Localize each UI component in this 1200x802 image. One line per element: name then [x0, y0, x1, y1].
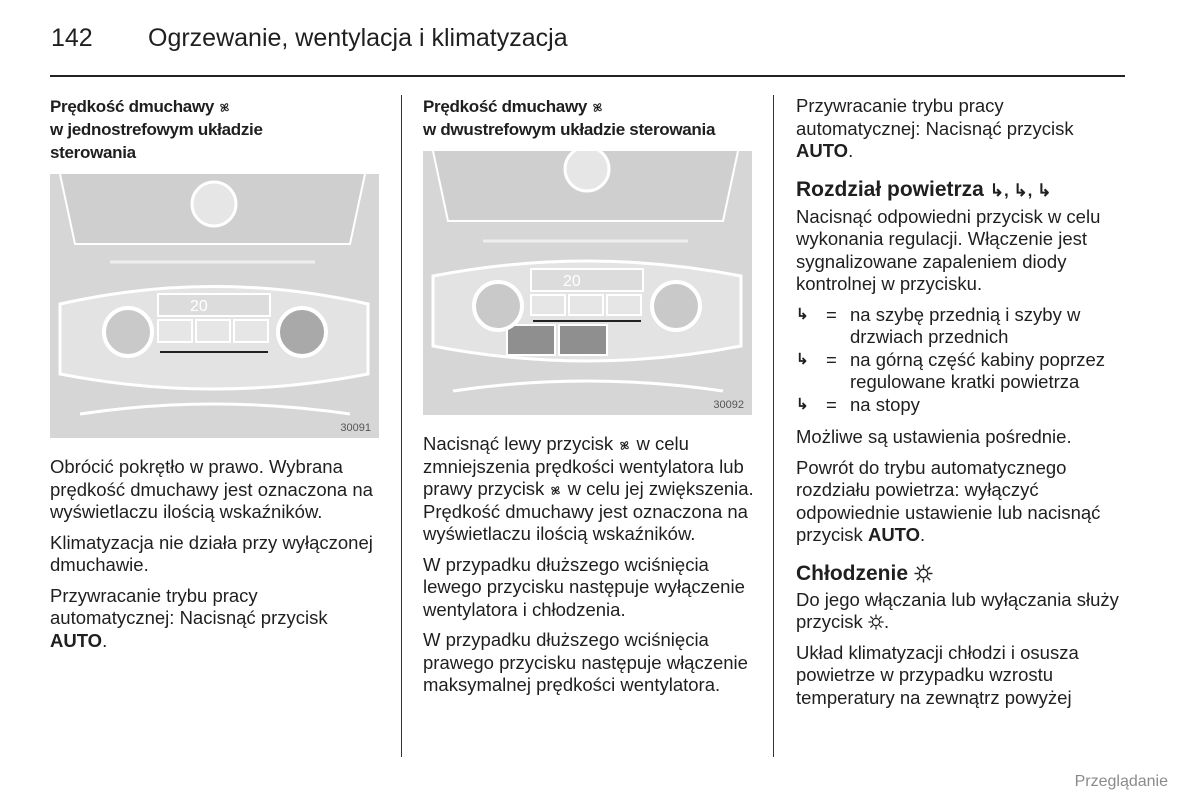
paragraph: Obrócić pokrętło w prawo. Wybrana prędkość dmuchawy jest oznaczona na wyświetlaczu ilością wskaźników. — [50, 456, 373, 522]
fan-icon — [549, 484, 562, 497]
snowflake-icon — [868, 614, 884, 630]
column-divider — [773, 95, 774, 757]
paragraph: Nacisnąć lewy przycisk w celu zmniejszenia prędkości wentylatora lub prawy przycisk w celu jej zwiększenia. Prędkość dmuchawy jest oznaczona na wyświetlaczu ilością wskaźników. — [423, 433, 754, 544]
air-distribution-icon: ↳ — [796, 305, 809, 323]
section-heading-dual-zone: Prędkość dmuchawy w dwustrefowym układzie sterowania — [423, 97, 716, 139]
paragraph: Przywracanie trybu pracy automatycznej: Nacisnąć przycisk AUTO. — [796, 95, 1074, 161]
paragraph: W przypadku dłuższego wciśnięcia prawego przycisku następuje włączenie maksymalnej prędkości wentylatora. — [423, 629, 748, 695]
page-title: Ogrzewanie, wentylacja i klimatyzacja — [148, 24, 568, 52]
figure-single-zone-panel — [50, 174, 379, 438]
display-readout: 20 — [563, 273, 581, 290]
display-readout: 20 — [190, 298, 208, 315]
section-heading-cooling: Chłodzenie — [796, 561, 1131, 587]
footer-link[interactable]: Przeglądanie — [1074, 773, 1168, 790]
figure-number: 30092 — [713, 399, 744, 411]
header-rule — [50, 75, 1125, 77]
column-divider — [401, 95, 402, 757]
air-distribution-list — [796, 304, 1131, 417]
fan-icon — [591, 101, 604, 114]
paragraph: Układ klimatyzacji chłodzi i osusza powietrze w przypadku wzrostu temperatury na zewnątrz powyżej — [796, 641, 1079, 708]
paragraph: Klimatyzacja nie działa przy wyłączonej dmuchawie. — [50, 531, 373, 575]
column-2 — [423, 95, 758, 705]
paragraph: Do jego włączania lub wyłączania służy przycisk . — [796, 588, 1119, 632]
page-number: 142 — [51, 24, 93, 52]
list-item: ↳ = na stopy — [796, 393, 920, 415]
list-item: ↳ = na szybę przednią i szyby w drzwiach przednich — [796, 303, 1081, 347]
figure-number: 30091 — [340, 422, 371, 434]
air-distribution-icon: ↳ — [796, 395, 809, 413]
fan-icon — [218, 101, 231, 114]
list-item: ↳ = na górną część kabiny poprzez regulowane kratki powietrza — [796, 348, 1106, 392]
column-3 — [796, 95, 1131, 717]
section-heading-single-zone: Prędkość dmuchawy w jednostrefowym układzie sterowania — [50, 97, 263, 162]
air-distribution-icon: ↳, ↳, ↳ — [989, 180, 1052, 200]
paragraph: Przywracanie trybu pracy automatycznej: Nacisnąć przycisk AUTO. — [50, 584, 328, 651]
snowflake-icon — [914, 564, 933, 583]
paragraph: W przypadku dłuższego wciśnięcia lewego przycisku następuje wyłączenie wentylatora i chłodzenia. — [423, 553, 745, 620]
paragraph: Możliwe są ustawienia pośrednie. — [796, 426, 1072, 447]
section-heading-air-distribution: Rozdział powietrza ↳, ↳, ↳ — [796, 177, 1052, 201]
fan-icon — [618, 439, 631, 452]
figure-dual-zone-panel — [423, 151, 752, 415]
paragraph: Powrót do trybu automatycznego rozdziału powietrza: wyłączyć odpowiednie ustawienie lub nacisnąć przycisk AUTO. — [796, 456, 1101, 545]
column-1 — [50, 95, 380, 660]
air-distribution-icon: ↳ — [796, 350, 809, 368]
climate-panel-illustration — [50, 174, 379, 438]
climate-panel-illustration — [423, 151, 752, 415]
paragraph: Nacisnąć odpowiedni przycisk w celu wykonania regulacji. Włączenie jest sygnalizowane zapaleniem diody kontrolnej w przycisku. — [796, 205, 1101, 294]
